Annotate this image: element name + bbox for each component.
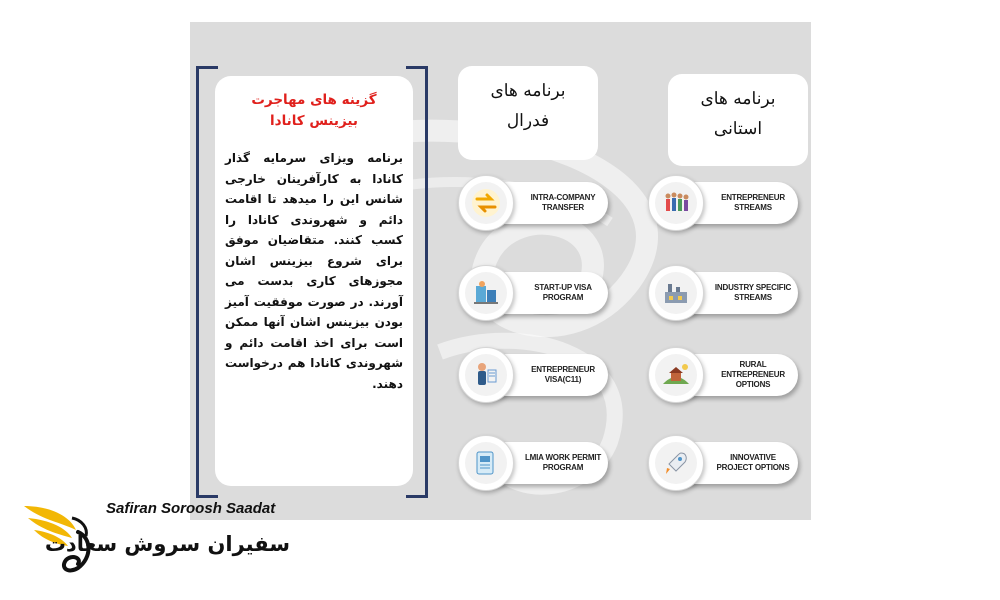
provincial-header-line1: برنامه های (700, 89, 776, 109)
program-entrepreneur-visa (470, 354, 608, 396)
program-intra-company-transfer (470, 182, 608, 224)
provincial-programs-header (668, 74, 808, 166)
rural-icon (661, 360, 691, 390)
description-title: گزینه های مهاجرت بیزینس کانادا (251, 92, 377, 129)
program-rural-entrepreneur-options (660, 354, 798, 396)
transfer-arrows-icon (471, 188, 501, 218)
program-innovative-project-options (660, 442, 798, 484)
program-label: INTRA-COMPANY TRANSFER (530, 193, 596, 212)
logo-persian-name: سفیران سروش سعادت (44, 532, 290, 556)
logo-english-name: Safiran Soroosh Saadat (106, 500, 276, 517)
infographic-canvas (190, 22, 811, 520)
program-start-up-visa (470, 272, 608, 314)
work-permit-icon (471, 448, 501, 478)
federal-programs-header (458, 66, 598, 160)
program-entrepreneur-streams (660, 182, 798, 224)
program-label: INNOVATIVE PROJECT OPTIONS (716, 453, 790, 472)
startup-icon (471, 278, 501, 308)
program-label: RURAL ENTREPRENEUR OPTIONS (721, 360, 785, 389)
rocket-icon (661, 448, 691, 478)
people-icon (661, 188, 691, 218)
description-body: برنامه ویزای سرمایه گذار کانادا به کارآفرینان خارجی شانس این را میدهد تا اقامت دائم و شهروندی کانادا را کسب کنند. متقاضیان موفق برای شروع بیزینس اشان مجوزهای کاری بدست می آورند. در صورت موفقیت آمیز بودن بیزینس اشان آنها ممکن است برای اخذ اقامت دائم و شهروندی کانادا هم درخواست دهند. (225, 151, 403, 391)
entrepreneur-icon (471, 360, 501, 390)
description-card (215, 76, 413, 486)
program-lmia-work-permit (470, 442, 608, 484)
program-industry-specific-streams (660, 272, 798, 314)
description-frame (196, 66, 428, 498)
program-label: ENTREPRENEUR VISA(C11) (531, 365, 595, 384)
company-logo (20, 496, 290, 586)
industry-icon (661, 278, 691, 308)
program-label: LMIA WORK PERMIT PROGRAM (524, 453, 602, 472)
federal-header-line2: فدرال (506, 111, 550, 131)
program-label: INDUSTRY SPECIFIC STREAMS (714, 283, 792, 302)
federal-header-line1: برنامه های (490, 81, 566, 101)
program-label: START-UP VISA PROGRAM (534, 283, 592, 302)
provincial-header-line2: استانی (713, 119, 763, 139)
program-label: ENTREPRENEUR STREAMS (721, 193, 785, 212)
